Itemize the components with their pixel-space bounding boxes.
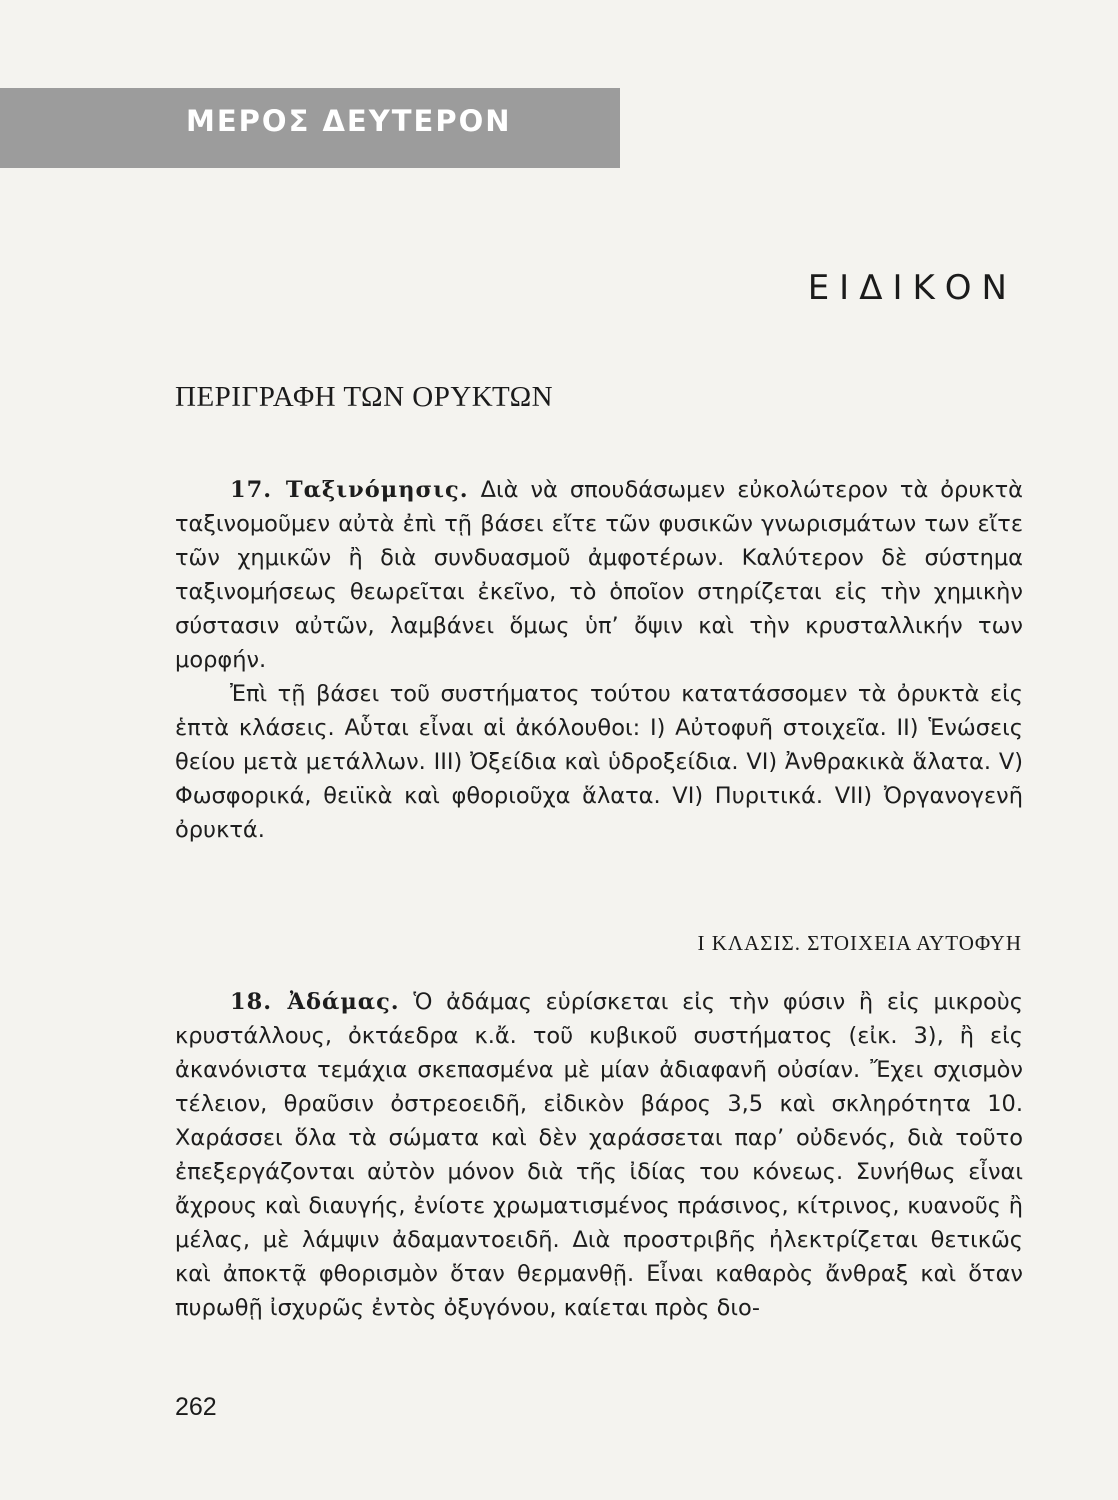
paragraph-17-heading: 17. Ταξινόμησις. [230, 477, 469, 503]
paragraph-17-text [175, 473, 1023, 677]
class-heading: I ΚΛΑΣΙΣ. ΣΤΟΙΧΕΙΑ ΑΥΤΟΦΥΗ [697, 931, 1022, 955]
paragraph-17 [175, 473, 1023, 847]
paragraph-17-continuation: Ἐπὶ τῇ βάσει τοῦ συστήματος τούτου κατατάσσομεν τὰ ὀρυκτὰ εἰς ἑπτὰ κλάσεις. Αὗται εἶναι αἱ ἀκόλουθοι: I) Αὐτοφυῆ στοιχεῖα. II) Ἑνώσεις θείου μετὰ μετάλλων. III) Ὀξείδια καὶ ὑδροξείδια. VI) Ἀνθρακικὰ ἅλατα. V) Φωσφορικά, θειϊκὰ καὶ φθοριοῦχα ἅλατα. VI) Πυριτικά. VII) Ὀργανογενῆ ὀρυκτά. [175, 681, 1023, 843]
paragraph-18-text [175, 985, 1023, 1325]
paragraph-18-body: Ὁ ἀδάμας εὑρίσκεται εἰς τὴν φύσιν ἢ εἰς μικροὺς κρυστάλλους, ὀκτάεδρα κ.ἄ. τοῦ κυβικοῦ συστήματος (εἰκ. 3), ἢ εἰς ἀκανόνιστα τεμάχια σκεπασμένα μὲ μίαν ἀδιαφανῆ οὐσίαν. Ἔχει σχισμὸν τέλειον, θραῦσιν ὀστρεοειδῆ, εἰδικὸν βάρος 3,5 καὶ σκληρότητα 10. Χαράσσει ὅλα τὰ σώματα καὶ δὲν χαράσσεται παρ’ οὐδενός, διὰ τοῦτο ἐπεξεργάζονται αὐτὸν μόνον διὰ τῆς ἰδίας του κόνεως. Συνήθως εἶναι ἄχρους καὶ διαυγής, ἐνίοτε χρωματισμένος πράσινος, κίτρινος, κυανοῦς ἢ μέλας, μὲ λάμψιν ἀδαμαντοειδῆ. Διὰ προστριβῆς ἠλεκτρίζεται θετικῶς καὶ ἀποκτᾷ φθορισμὸν ὅταν θερμανθῇ. Εἶναι καθαρὸς ἄνθραξ καὶ ὅταν πυρωθῇ ἰσχυρῶς ἐντὸς ὀξυγόνου, καίεται πρὸς διο- [175, 989, 1023, 1321]
chapter-title: ΠΕΡΙΓΡΑΦΗ ΤΩΝ ΟΡΥΚΤΩΝ [175, 381, 554, 413]
section-label: ΕΙΔΙΚΟΝ [807, 268, 1017, 308]
page-number: 262 [175, 1393, 217, 1421]
part-banner-title: ΜΕΡΟΣ ΔΕΥΤΕΡΟΝ [186, 104, 512, 138]
paragraph-17-body: Διὰ νὰ σπουδάσωμεν εὐκολώτερον τὰ ὀρυκτὰ ταξινομοῦμεν αὐτὰ ἐπὶ τῇ βάσει εἴτε τῶν φυσικῶν γνωρισμάτων των εἴτε τῶν χημικῶν ἢ διὰ συνδυασμοῦ ἀμφοτέρων. Καλύτερον δὲ σύστημα ταξινομήσεως θεωρεῖται ἐκεῖνο, τὸ ὁποῖον στηρίζεται εἰς τὴν χημικὴν σύστασιν αὐτῶν, λαμβάνει ὅμως ὑπ’ ὄψιν καὶ τὴν κρυσταλλικήν των μορφήν. [175, 477, 1023, 673]
paragraph-18 [175, 985, 1023, 1325]
paragraph-18-heading: 18. Ἀδάμας. [230, 989, 400, 1015]
